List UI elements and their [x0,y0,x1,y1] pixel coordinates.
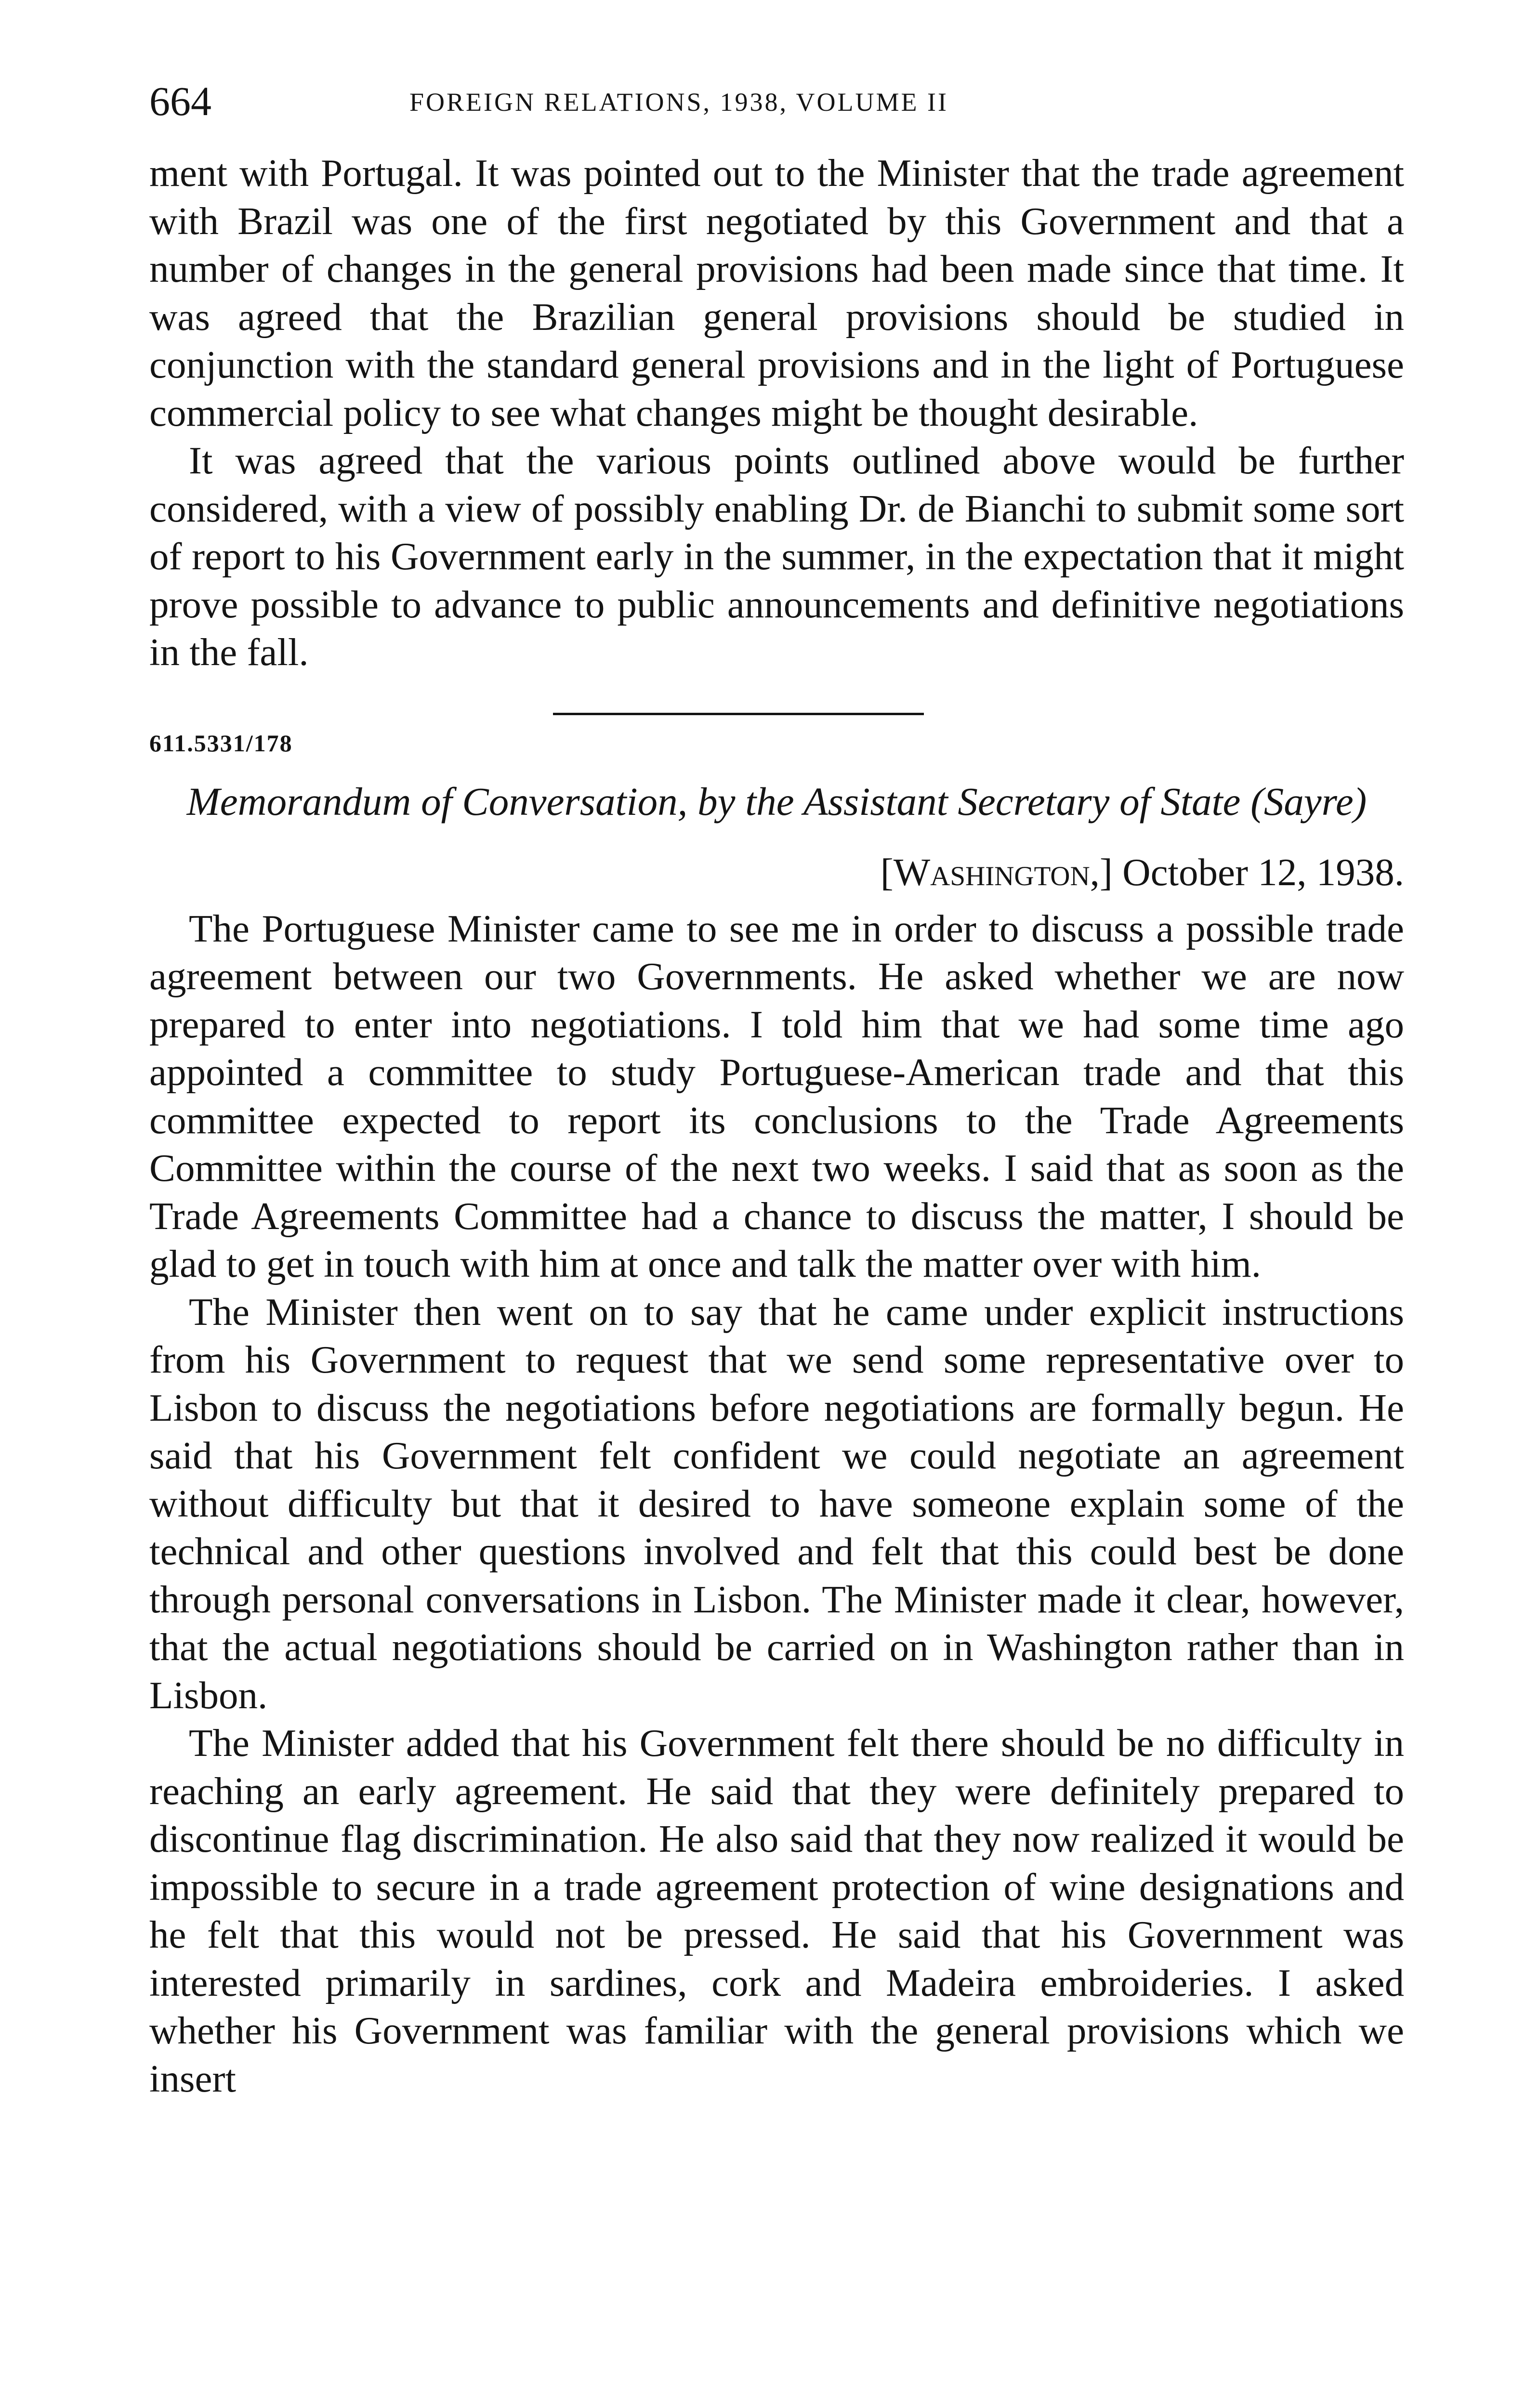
document-page [149,72,1404,2103]
memo-paragraph-3: The Minister added that his Government felt there should be no difficulty in reaching an early agreement. He said that they were definitely prepared to discontinue flag discrimination. He also said that they now realized it would be impossible to secure in a trade agreement protection of wine designations and he felt that this would not be pressed. He said that his Government was interested primarily in sardines, cork and Madeira embroideries. I asked whether his Government was familiar with the general provisions which we insert [149,1721,1404,2100]
dateline-date: October 12, 1938. [1122,850,1404,894]
continuation-paragraph-1: ment with Portugal. It was pointed out to the Minister that the trade agreement with Brazil was one of the first negotiated by this Government and that a number of changes in the general provisions had been made since that time. It was agreed that the Brazilian general provisions should be studied in conjunction with the standard general provisions and in the light of Portuguese commercial policy to see what changes might be thought desirable. [149,151,1404,434]
section-divider [553,713,924,715]
document-title: Memorandum of Conversation, by the Assistant Secretary of State (Sayre) [186,779,1367,824]
running-title: FOREIGN RELATIONS, 1938, VOLUME II [409,88,948,117]
memo-paragraph-2: The Minister then went on to say that he came under explicit instructions from his Government to request that we send some representative over to Lisbon to discuss the negotiations before negotiations are formally begun. He said that his Government felt confident we could negotiate an agreement without difficulty but that it desired to have someone explain some of the technical and other questions involved and felt that this could best be done through personal conversations in Lisbon. The Minister made it clear, however, that the actual negotiations should be carried on in Washington rather than in Lisbon. [149,1290,1404,1717]
file-number: 611.5331/178 [149,729,293,757]
continuation-paragraph-2: It was agreed that the various points outlined above would be further considered, with a view of possibly enabling Dr. de Bianchi to submit some sort of report to his Government early in the summer, in the expectation that it might prove possible to advance to public announcements and definitive negotiations in the fall. [149,439,1404,674]
memo-paragraph-1: The Portuguese Minister came to see me in order to discuss a possible trade agreement between our two Governments. He asked whether we are now prepared to enter into negotiations. I told him that we had some time ago appointed a committee to study Portuguese-American trade and that this committee expected to report its conclusions to the Trade Agreements Committee within the course of the next two weeks. I said that as soon as the Trade Agreements Committee had a chance to discuss the matter, I should be glad to get in touch with him at once and talk the matter over with him. [149,906,1404,1285]
running-head [149,72,1404,130]
dateline [149,848,1404,896]
dateline-place: [Washington,] [880,850,1113,894]
page-number: 664 [149,78,211,124]
